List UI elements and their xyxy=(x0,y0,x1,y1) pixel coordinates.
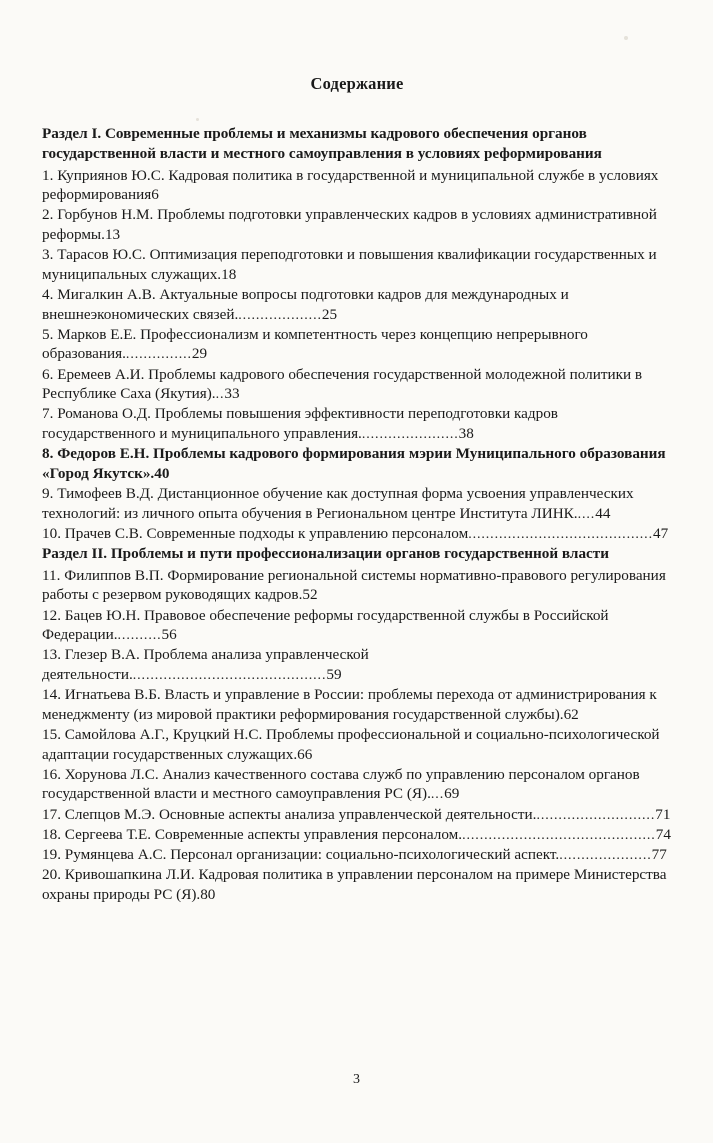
toc-entry-number: 1. xyxy=(42,166,58,184)
toc-entry-number: 14. xyxy=(42,686,65,704)
toc-entry-number: 4. xyxy=(42,285,58,303)
toc-entry-page: 38 xyxy=(458,425,474,443)
toc-entry-title: Филиппов В.П. Формирование региональной системы нормативно-правового регулирования работы с резервом руководящих кадров. xyxy=(42,566,666,604)
toc-entry[interactable] xyxy=(42,645,672,685)
toc-entry[interactable] xyxy=(42,404,672,444)
toc-entry-number: 13. xyxy=(42,646,65,664)
toc-entry-number: 8. xyxy=(42,445,58,463)
toc-entry-title: Хорунова Л.С. Анализ качественного состава служб по управлению персоналом органов государственной власти и местного самоуправления РС (Я). xyxy=(42,765,640,803)
toc-entry[interactable] xyxy=(42,845,672,865)
toc-entry-number: 18. xyxy=(42,825,65,843)
toc-entry-number: 17. xyxy=(42,805,65,823)
toc-entry[interactable] xyxy=(42,365,672,405)
toc-leader-dots: ..................... xyxy=(559,847,652,863)
toc-leader-dots: .... xyxy=(577,506,596,522)
toc-entry-page: 13 xyxy=(104,226,121,243)
toc-entry-page: 25 xyxy=(321,305,338,323)
toc-entry-number: 6. xyxy=(42,365,58,383)
toc-entry-page: 71 xyxy=(655,805,671,823)
page-title: Содержание xyxy=(310,74,404,93)
toc-leader-dots: ............................................ xyxy=(462,827,656,843)
toc-entry-title: Марков Е.Е. Профессионализм и компетентность через концепцию непрерывного образования. xyxy=(42,325,588,363)
toc-entry[interactable] xyxy=(42,325,672,365)
toc-entry-title: Прачев С.В. Современные подходы к управлению персоналом xyxy=(64,524,469,542)
toc-entry-number: 16. xyxy=(42,765,65,783)
toc-entry-title: Еремеев А.И. Проблемы кадрового обеспечения государственной молодежной политики в Республике Саха (Якутия). xyxy=(42,365,643,403)
toc-leader-dots: ........................... xyxy=(536,807,656,823)
toc-entry-page: 52 xyxy=(302,586,318,604)
toc-entry-page: 33 xyxy=(224,385,240,403)
toc-leader-dots: .......... xyxy=(117,628,162,644)
toc-entry-page: 29 xyxy=(191,345,208,363)
toc-entry[interactable] xyxy=(42,685,672,725)
toc-entry-number: 5. xyxy=(42,325,58,343)
toc-entry[interactable] xyxy=(42,444,672,484)
toc-entry-title: Кривошапкина Л.И. Кадровая политика в управлении персоналом на примере Министерства охраны природы РС (Я). xyxy=(42,865,667,903)
toc-leader-dots: .. xyxy=(215,387,225,403)
toc-entry-title: Игнатьева В.Б. Власть и управление в России: проблемы перехода от администрирования к менеджменту (из мировой практики реформирования государственной службы). xyxy=(42,686,657,723)
toc-entry-page: 6 xyxy=(151,186,159,204)
toc-entry-number: 19. xyxy=(42,845,65,863)
toc-leader-dots: ............................................ xyxy=(132,668,327,683)
toc-entry-number: 15. xyxy=(42,725,65,743)
toc-entry-title: Тимофеев В.Д. Дистанционное обучение как доступная форма усвоения управленческих технологий: из личного опыта обучения в Региональном центре Института ЛИНК. xyxy=(42,485,634,522)
toc-entry-page: 47 xyxy=(653,524,669,542)
toc-entry-title: Тарасов Ю.С. Оптимизация переподготовки и повышения квалификации государственных и муниципальных служащих. xyxy=(42,246,657,283)
scan-speck xyxy=(624,36,628,40)
toc-entry[interactable] xyxy=(42,566,672,606)
toc-entry-title: Горбунов Н.М. Проблемы подготовки управленческих кадров в условиях административной реформы. xyxy=(42,206,657,243)
toc-entry[interactable] xyxy=(42,166,672,206)
toc-entry[interactable] xyxy=(42,524,672,544)
toc-entry[interactable] xyxy=(42,285,672,325)
toc-leader-dots: ... xyxy=(430,787,445,803)
toc-entry-page: 62 xyxy=(563,705,579,723)
toc-entry-number: 2. xyxy=(42,206,58,224)
toc-entry-number: 12. xyxy=(42,606,65,624)
toc-entry-title: Федоров Е.Н. Проблемы кадрового формирования мэрии Муниципального образования «Город Якутск». xyxy=(42,445,666,482)
toc-entry[interactable] xyxy=(42,805,672,825)
toc-entry-number: 9. xyxy=(42,485,58,502)
table-of-contents xyxy=(42,74,672,905)
toc-leader-dots: ...................... xyxy=(361,427,459,443)
toc-section-heading: Раздел I. Современные проблемы и механизмы кадрового обеспечения органов государственной власти и местного самоуправления в условиях реформирования xyxy=(42,125,602,162)
toc-entry[interactable] xyxy=(42,825,672,845)
toc-entry[interactable] xyxy=(42,245,672,285)
toc-entry-page: 77 xyxy=(651,845,667,863)
toc-entry-number: 20. xyxy=(42,865,65,883)
toc-entry[interactable] xyxy=(42,606,672,646)
toc-entry-title: Мигалкин А.В. Актуальные вопросы подготовки кадров для международных и внешнеэкономических связей. xyxy=(42,285,569,323)
toc-entry-page: 59 xyxy=(326,666,342,683)
toc-entry-title: Слепцов М.Э. Основные аспекты анализа управленческой деятельности. xyxy=(64,805,537,823)
toc-entry-number: 10. xyxy=(42,524,65,542)
toc-entry[interactable] xyxy=(42,765,672,805)
toc-entry-title: Сергеева Т.Е. Современные аспекты управления персоналом. xyxy=(64,825,463,843)
page-number: 3 xyxy=(353,1072,360,1087)
toc-leader-dots: ................... xyxy=(238,307,322,323)
toc-entry-page: 69 xyxy=(444,785,460,803)
toc-entry-page: 56 xyxy=(161,626,177,644)
toc-leader-dots: ............... xyxy=(125,347,192,363)
toc-entry[interactable] xyxy=(42,725,672,765)
toc-entry-title: Бацев Ю.Н. Правовое обеспечение реформы государственной службы в Российской Федерации. xyxy=(42,606,609,644)
toc-section-heading: Раздел II. Проблемы и пути профессионализации органов государственной власти xyxy=(42,544,609,562)
toc-leader-dots: .......................................... xyxy=(468,526,653,542)
toc-entry-number: 3. xyxy=(42,246,58,264)
toc-entry-title: Румянцева А.С. Персонал организации: социально-психологический аспект. xyxy=(64,845,560,863)
toc-entry[interactable] xyxy=(42,205,672,245)
toc-entry-title: Самойлова А.Г., Круцкий Н.С. Проблемы профессиональной и социально-психологической адаптации государственных служащих. xyxy=(42,725,660,763)
toc-entry-title: Романова О.Д. Проблемы повышения эффективности переподготовки кадров государственного и муниципального управления. xyxy=(42,405,558,443)
toc-entry-number: 11. xyxy=(42,566,65,584)
toc-entry-page: 66 xyxy=(297,745,313,763)
toc-entry[interactable] xyxy=(42,484,672,524)
toc-entry-title: Глезер В.А. Проблема анализа управленческой деятельности. xyxy=(42,646,369,683)
toc-entry-page: 74 xyxy=(655,825,671,843)
toc-entry[interactable] xyxy=(42,865,672,905)
toc-entry-list xyxy=(42,124,672,905)
toc-entry-number: 7. xyxy=(42,405,58,423)
toc-entry-page: 44 xyxy=(595,504,611,522)
toc-entry-page: 18 xyxy=(221,265,237,283)
toc-entry-page: 80 xyxy=(200,885,216,903)
toc-entry-page: 40 xyxy=(154,464,170,482)
toc-entry-title: Куприянов Ю.С. Кадровая политика в государственной и муниципальной службе в условиях реформирования xyxy=(42,166,659,204)
